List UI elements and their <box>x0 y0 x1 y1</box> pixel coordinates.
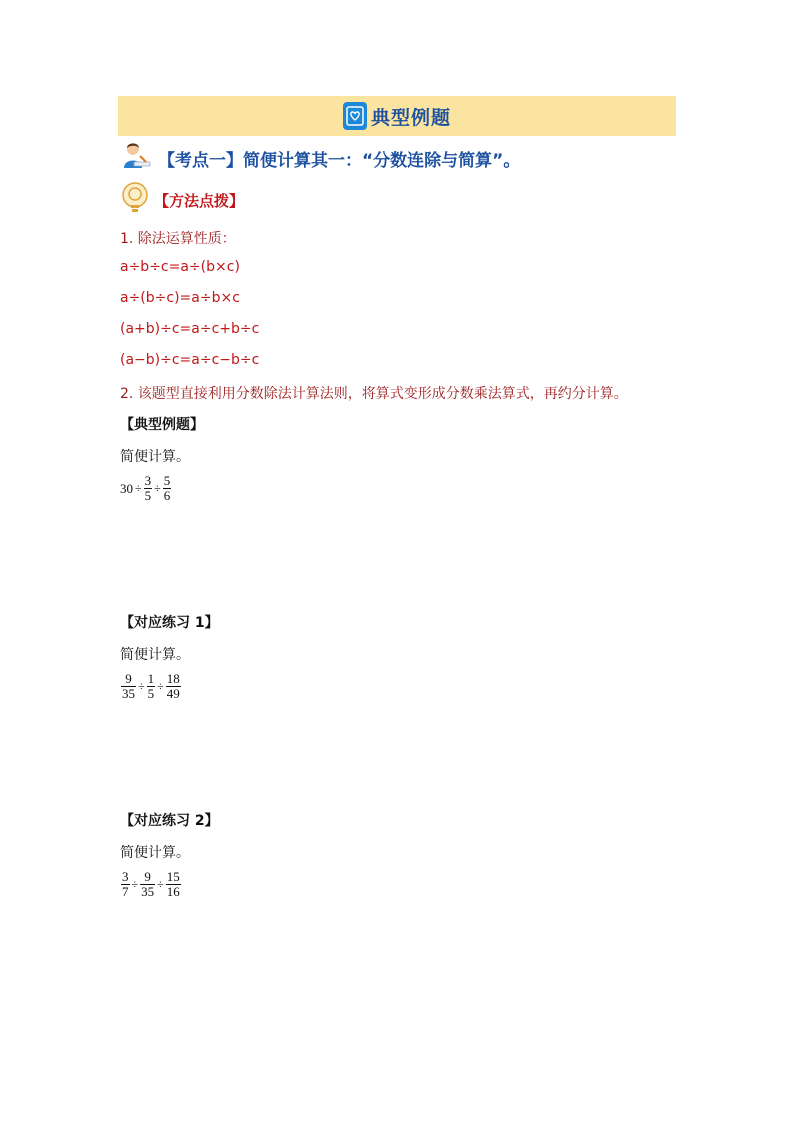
fraction <box>166 672 181 701</box>
banner-title: 典型例题 <box>370 106 451 129</box>
denominator: 35 <box>122 686 135 701</box>
example-expression <box>120 474 172 503</box>
numerator: 1 <box>147 671 155 686</box>
divide-sign: ÷ <box>131 877 139 891</box>
method-label: 【方法点拨】 <box>154 191 245 210</box>
practice-2-instruction: 简便计算。 <box>120 845 190 861</box>
rule-1: a÷b÷c=a÷(b×c) <box>120 259 240 275</box>
whole-number: 30 <box>120 480 133 496</box>
practice-1-heading: 【对应练习 1】 <box>120 615 219 631</box>
student-writing-icon <box>120 140 152 176</box>
divide-sign: ÷ <box>135 481 142 495</box>
fraction <box>140 870 155 899</box>
denominator: 5 <box>144 488 152 503</box>
rule-2: a÷(b÷c)=a÷b×c <box>120 290 240 306</box>
fraction <box>166 870 181 899</box>
denominator: 16 <box>166 884 180 899</box>
practice-1-expression <box>120 672 182 701</box>
fraction <box>144 474 153 503</box>
divide-sign: ÷ <box>157 877 164 891</box>
numerator: 3 <box>144 473 152 488</box>
practice-1-instruction: 简便计算。 <box>120 647 190 663</box>
denominator: 6 <box>163 488 171 503</box>
rule-4: (a−b)÷c=a÷c−b÷c <box>120 352 260 368</box>
lightbulb-icon <box>120 181 150 219</box>
divide-sign: ÷ <box>138 679 145 693</box>
numerator: 3 <box>122 869 129 884</box>
fraction <box>163 474 172 503</box>
rule-intro: 1. 除法运算性质： <box>120 231 236 247</box>
section-banner <box>118 96 676 136</box>
numerator: 9 <box>144 869 151 884</box>
numerator: 5 <box>163 473 171 488</box>
numerator: 18 <box>166 671 180 686</box>
topic-label: 【考点一】简便计算其一：“分数连除与简算”。 <box>158 150 521 171</box>
fraction <box>147 672 156 701</box>
denominator: 5 <box>147 686 155 701</box>
method-heading <box>120 182 244 218</box>
denominator: 7 <box>122 884 129 899</box>
rule-point-2: 2. 该题型直接利用分数除法计算法则，将算式变形成分数乘法算式，再约分计算。 <box>120 386 628 402</box>
divide-sign: ÷ <box>157 679 164 693</box>
numerator: 9 <box>125 671 132 686</box>
practice-2-heading: 【对应练习 2】 <box>120 813 219 829</box>
topic-heading <box>120 141 520 175</box>
example-instruction: 简便计算。 <box>120 449 190 465</box>
denominator: 49 <box>166 686 180 701</box>
heart-book-icon <box>343 102 367 130</box>
fraction <box>121 870 130 899</box>
practice-2-expression <box>120 870 182 899</box>
numerator: 15 <box>166 869 180 884</box>
rule-3: (a+b)÷c=a÷c+b÷c <box>120 321 260 337</box>
divide-sign: ÷ <box>154 481 161 495</box>
example-heading: 【典型例题】 <box>120 417 204 433</box>
denominator: 35 <box>141 884 155 899</box>
fraction <box>121 672 136 701</box>
